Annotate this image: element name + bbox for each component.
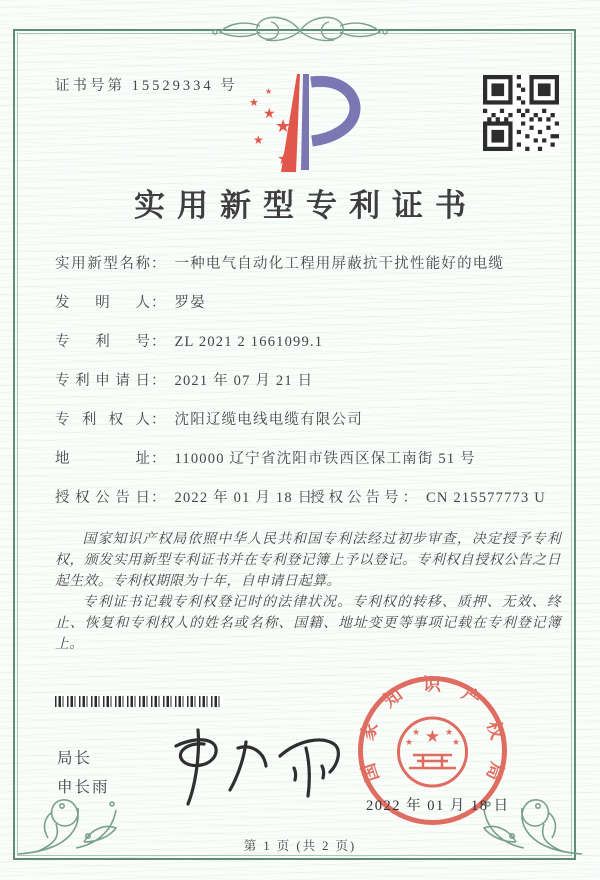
field-value: CN 215577773 U xyxy=(426,490,546,506)
field-colon: ： xyxy=(151,334,167,350)
handwritten-signature-icon xyxy=(138,712,348,812)
field-row-patentee xyxy=(55,408,563,433)
director-title: 局长 xyxy=(57,750,93,767)
field-row-patent-no xyxy=(55,330,563,355)
field-colon: ： xyxy=(151,256,167,272)
field-list xyxy=(55,252,563,525)
field-colon: ： xyxy=(151,412,167,428)
field-label: 专利申请日 xyxy=(55,373,151,389)
field-value: 2021 年 07 月 21 日 xyxy=(174,373,314,389)
paragraph: 专利证书记载专利权登记时的法律状况。专利权的转移、质押、无效、终止、恢复和专利权人的姓名或名称、国籍、地址变更等事项记载在专利登记簿上。 xyxy=(55,594,561,651)
svg-text:★: ★ xyxy=(263,106,276,122)
field-value: 沈阳辽缆电线电缆有限公司 xyxy=(174,412,363,428)
legal-text xyxy=(55,528,561,654)
field-colon: ： xyxy=(402,490,418,506)
director-name: 申长雨 xyxy=(57,779,110,796)
director-block xyxy=(57,744,110,802)
field-label: 专利权人 xyxy=(55,412,151,428)
certificate-number: 证书号第 15529334 号 xyxy=(55,78,238,94)
field-label: 专利号 xyxy=(55,334,151,350)
qr-code-icon xyxy=(483,75,559,151)
seal-date: 2022 年 01 月 18 日 xyxy=(366,798,510,814)
field-row-name xyxy=(55,252,563,277)
field-row-address xyxy=(55,447,563,472)
field-colon: ： xyxy=(151,451,167,467)
svg-text:★: ★ xyxy=(265,87,273,96)
svg-text:★: ★ xyxy=(404,738,414,748)
field-value: 110000 辽宁省沈阳市铁西区保工南街 51 号 xyxy=(174,451,476,467)
seal-ring-text: 国家知识产权局 xyxy=(357,674,509,786)
svg-text:★: ★ xyxy=(424,727,441,747)
svg-text:★: ★ xyxy=(444,728,454,738)
field-value: ZL 2021 2 1661099.1 xyxy=(174,334,324,350)
svg-text:★: ★ xyxy=(451,738,461,748)
field-label: 授权公告日 xyxy=(55,490,151,506)
top-ornament-icon xyxy=(140,12,460,50)
paragraph: 国家知识产权局依照中华人民共和国专利法经过初步审查，决定授予专利权，颁发实用新型专利证书并在专利登记簿上予以登记。专利权自授权公告之日起生效。专利权期限为十年，自申请日起算。 xyxy=(55,531,561,588)
field-row-inventor xyxy=(55,291,563,316)
field-value: 罗晏 xyxy=(174,295,206,311)
svg-text:★: ★ xyxy=(253,133,264,147)
svg-text:★: ★ xyxy=(277,149,292,168)
svg-text:★: ★ xyxy=(275,116,292,137)
field-label: 授权公告号 xyxy=(310,490,403,506)
field-label: 地址 xyxy=(55,451,151,467)
field-label: 实用新型名称 xyxy=(55,256,151,272)
field-row-grant xyxy=(55,486,563,511)
barcode-icon xyxy=(55,696,223,707)
field-colon: ： xyxy=(151,490,167,506)
svg-text:★: ★ xyxy=(411,728,421,738)
svg-text:★: ★ xyxy=(249,96,259,109)
field-label: 发明人 xyxy=(55,295,151,311)
field-row-filing-date xyxy=(55,369,563,394)
field-colon: ： xyxy=(151,373,167,389)
page-title: 实用新型专利证书 xyxy=(134,188,478,223)
cnipa-logo-icon xyxy=(235,68,365,180)
field-value: 一种电气自动化工程用屏蔽抗干扰性能好的电缆 xyxy=(174,256,505,272)
field-value: 2022 年 01 月 18 日 xyxy=(174,490,314,506)
page-number: 第 1 页 (共 2 页) xyxy=(243,839,357,853)
grant-number-group xyxy=(310,486,546,511)
field-colon: ： xyxy=(151,295,167,311)
